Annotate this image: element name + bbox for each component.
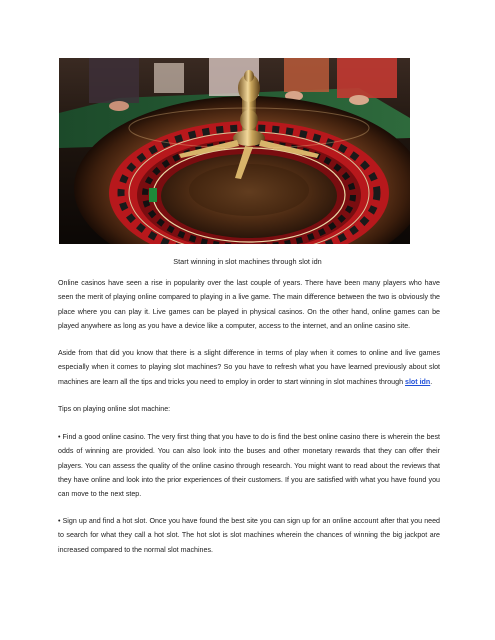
tips-heading: Tips on playing online slot machine: [58, 405, 171, 413]
paragraph-slot-differences [58, 346, 440, 389]
roulette-photo-svg [59, 58, 410, 244]
paragraph-intro: Online casinos have seen a rise in popularity over the last couple of years. There have been many players who have seen the merit of playing online compared to playing in a live game. The main difference between the two is obviously the place where you can play it. Live games can be played in physical casinos. On the other hand, online games can be played anywhere as long as you have a device like a computer, access to the internet, and an online casino site. [58, 279, 440, 330]
tip-sign-up-hot-slot: • Sign up and find a hot slot. Once you have found the best site you can sign up for an online account after that you need to search for what they call a hot slot. The hot slot is slot machines wherein the chances of winning the big jackpot are increased compared to the normal slot machines. [58, 517, 440, 554]
image-caption: Start winning in slot machines through slot idn [173, 257, 322, 266]
paragraph-period: . [430, 377, 433, 386]
tip-find-casino: • Find a good online casino. The very first thing that you have to do is find the best online casino there is wherein the best odds of winning are provided. You can also look into the buses and other monetary rewards that they can offer their players. You can assess the quality of the online casino through research. You might want to read about the reviews that they have online and look into the prior experiences of their customers. If you are satisfied with what you have found you can move to the next step. [58, 433, 440, 499]
paragraph-text: Aside from that did you know that there is a slight difference in terms of play when it comes to online and live games especially when it comes to playing slot machines? So you have to refresh what you have learned previously about slot machines are learn all the tips and tricks you need to employ in order to start winning in slot machines through [58, 349, 440, 386]
roulette-wheel-photo [59, 58, 410, 244]
slot-idn-link[interactable]: slot idn [405, 377, 431, 386]
